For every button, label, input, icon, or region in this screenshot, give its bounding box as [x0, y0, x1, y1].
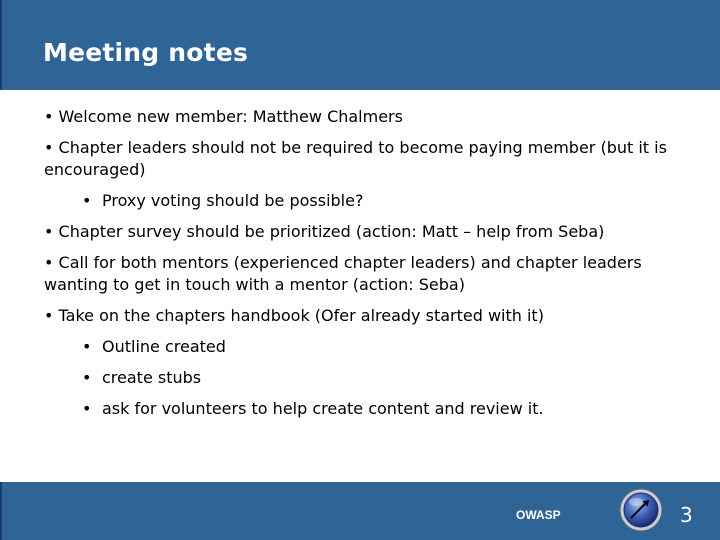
- bullet-dot: •: [44, 253, 54, 272]
- bullet-text: ask for volunteers to help create content and review it.: [102, 399, 544, 418]
- sub-bullet-item: [44, 336, 694, 358]
- footer-owasp-label: OWASP: [516, 508, 561, 522]
- sub-bullet-item: [44, 190, 694, 212]
- bullet-dot: •: [44, 138, 54, 157]
- bullet-text: Welcome new member: Matthew Chalmers: [58, 107, 403, 126]
- bullet-text: Chapter leaders should not be required to become paying member (but it is encouraged): [44, 138, 667, 179]
- bullet-dot: •: [44, 107, 54, 126]
- page-number: 3: [680, 503, 693, 527]
- bullet-item: [44, 137, 694, 181]
- bullet-dot: •: [44, 222, 54, 241]
- bullet-text: create stubs: [102, 368, 202, 387]
- bullet-dot: •: [82, 399, 92, 418]
- bullet-dot: •: [82, 368, 92, 387]
- bullet-text: Proxy voting should be possible?: [102, 191, 364, 210]
- bullet-item: [44, 106, 694, 128]
- bullet-dot: •: [82, 191, 92, 210]
- bullet-item: [44, 221, 694, 243]
- bullet-item: [44, 305, 694, 327]
- sub-bullet-item: [44, 367, 694, 389]
- bullet-dot: •: [82, 337, 92, 356]
- bullet-dot: •: [44, 306, 54, 325]
- bullet-text: Call for both mentors (experienced chapter leaders) and chapter leaders wanting to get in touch with a mentor (action: Seba): [44, 253, 642, 294]
- sub-bullet-item: [44, 398, 694, 420]
- footer-bar: [0, 482, 720, 540]
- slide-title: Meeting notes: [43, 38, 249, 67]
- bullet-text: Take on the chapters handbook (Ofer already started with it): [58, 306, 544, 325]
- slide-body: [44, 106, 694, 429]
- bullet-text: Chapter survey should be prioritized (action: Matt – help from Seba): [58, 222, 605, 241]
- bullet-item: [44, 252, 694, 296]
- owasp-globe-icon: [619, 488, 663, 532]
- bullet-text: Outline created: [102, 337, 226, 356]
